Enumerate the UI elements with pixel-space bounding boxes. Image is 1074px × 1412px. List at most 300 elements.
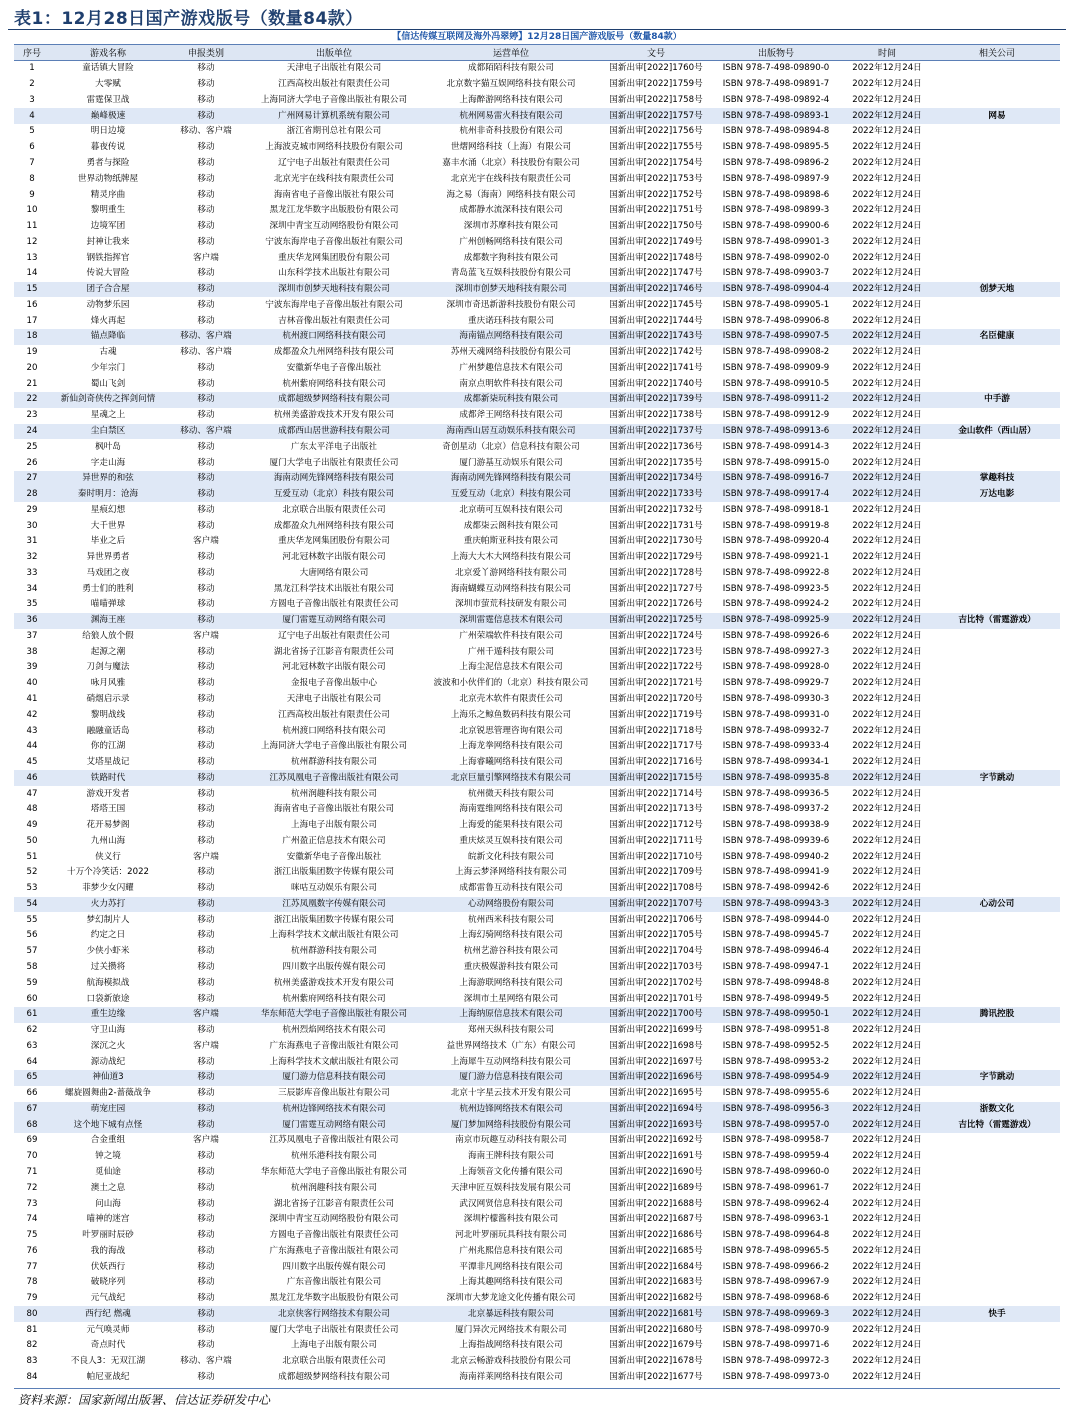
cell-index: 30 xyxy=(26,520,38,531)
col-header-game-name: 游戏名称 xyxy=(50,45,166,61)
cell-operator: 深圳柠檬酱科技有限公司 xyxy=(463,1214,559,1225)
cell-category: 移动 xyxy=(197,930,215,941)
cell-related-company xyxy=(934,1086,1060,1102)
cell-operator: 杭州边锋网络技术有限公司 xyxy=(422,1102,600,1118)
cell-approval-no: 国新出审[2022]1715号 xyxy=(600,770,712,786)
cell-related-company: 网易 xyxy=(934,108,1060,124)
cell-isbn: ISBN 978-7-498-09947-1 xyxy=(722,962,830,973)
table-row xyxy=(14,1133,1060,1149)
cell-publisher: 三辰影库音像出版社有限公司 xyxy=(278,1088,390,1099)
cell-operator: 深圳市苏摩科技有限公司 xyxy=(463,221,559,232)
cell-date: 2022年12月24日 xyxy=(852,236,922,247)
cell-operator: 上海纳原信息技术有限公司 xyxy=(422,1007,600,1023)
cell-approval-no: 国新出审[2022]1741号 xyxy=(609,362,703,373)
table-row xyxy=(14,108,1060,124)
cell-approval-no: 国新出审[2022]1723号 xyxy=(609,646,703,657)
cell-operator: 北京壳木软件有限责任公司 xyxy=(459,694,563,704)
cell-date: 2022年12月24日 xyxy=(852,378,922,389)
cell-approval-no: 国新出审[2022]1691号 xyxy=(609,1151,703,1162)
cell-index: 32 xyxy=(26,552,38,563)
cell-related-company xyxy=(934,739,1060,755)
cell-date: 2022年12月24日 xyxy=(852,883,922,894)
cell-approval-no: 国新出审[2022]1756号 xyxy=(609,126,703,137)
cell-operator: 成都陌陌科技有限公司 xyxy=(468,63,554,74)
cell-publisher: 四川数字出版传媒有限公司 xyxy=(282,1261,386,1272)
cell-game-name: 童话镇大冒险 xyxy=(82,63,134,74)
cell-game-name: 异世界勇者 xyxy=(86,552,130,563)
cell-isbn: ISBN 978-7-498-09926-6 xyxy=(722,630,830,641)
cell-category: 移动 xyxy=(197,1151,215,1162)
cell-publisher: 厦门雷霆互动网络有限公司 xyxy=(246,1117,422,1133)
cell-operator: 重庆诺珏科技有限公司 xyxy=(468,315,554,326)
cell-index: 72 xyxy=(26,1182,38,1193)
cell-approval-no: 国新出审[2022]1760号 xyxy=(609,63,703,74)
table-row xyxy=(14,597,1060,613)
cell-isbn: ISBN 978-7-498-09933-4 xyxy=(722,741,830,752)
cell-game-name: 菲梦少女闪耀 xyxy=(82,883,134,894)
table-row xyxy=(14,392,1060,408)
cell-category: 移动 xyxy=(197,820,215,831)
cell-index: 59 xyxy=(26,977,38,988)
cell-publisher: 宁波东海岸电子音像出版社有限公司 xyxy=(265,299,403,310)
cell-date: 2022年12月24日 xyxy=(852,1135,922,1146)
cell-index: 65 xyxy=(14,1070,50,1086)
cell-game-name: 枫叶岛 xyxy=(95,441,121,452)
cell-operator: 北京暴远科技有限公司 xyxy=(422,1306,600,1322)
cell-related-company: 创梦天地 xyxy=(934,282,1060,298)
cell-category: 移动 xyxy=(197,599,215,610)
cell-publisher: 湖北省扬子江影音有限责任公司 xyxy=(273,646,395,657)
cell-approval-no: 国新出审[2022]1748号 xyxy=(609,252,703,263)
cell-publisher: 辽宁电子出版社有限责任公司 xyxy=(278,630,390,641)
cell-game-name: 动物梦乐园 xyxy=(86,299,130,310)
cell-isbn: ISBN 978-7-498-09972-3 xyxy=(722,1356,830,1367)
cell-publisher: 大唐网络有限公司 xyxy=(299,567,369,578)
cell-approval-no: 国新出审[2022]1746号 xyxy=(600,282,712,298)
table-row xyxy=(14,455,1060,471)
cell-approval-no: 国新出审[2022]1737号 xyxy=(600,424,712,440)
cell-isbn: ISBN 978-7-498-09922-8 xyxy=(722,567,830,578)
cell-date: 2022年12月24日 xyxy=(852,1356,922,1367)
cell-category: 移动 xyxy=(197,457,215,468)
table-row xyxy=(14,266,1060,282)
table-row xyxy=(14,203,1060,219)
cell-index: 19 xyxy=(26,347,38,358)
source-note: 资料来源：国家新闻出版署、信达证券研发中心 xyxy=(18,1393,271,1407)
cell-approval-no: 国新出审[2022]1722号 xyxy=(609,662,703,673)
cell-game-name: 游戏开发者 xyxy=(86,788,130,799)
cell-game-name: 异世界的和弦 xyxy=(50,471,166,487)
cell-date: 2022年12月24日 xyxy=(852,804,922,815)
cell-date: 2022年12月24日 xyxy=(852,362,922,373)
cell-index: 81 xyxy=(26,1324,38,1335)
cell-index: 42 xyxy=(26,709,38,720)
cell-index: 67 xyxy=(14,1102,50,1118)
cell-game-name: 刀剑与魔法 xyxy=(86,662,130,673)
cell-operator: 成都柒云阁科技有限公司 xyxy=(463,520,559,531)
cell-isbn: ISBN 978-7-498-09944-0 xyxy=(722,914,830,925)
cell-approval-no: 国新出审[2022]1690号 xyxy=(609,1166,703,1177)
cell-game-name: 航海模拟战 xyxy=(86,977,130,988)
cell-isbn: ISBN 978-7-498-09892-4 xyxy=(722,94,830,105)
cell-publisher: 厦门游力信息科技有限公司 xyxy=(246,1070,422,1086)
cell-approval-no: 国新出审[2022]1689号 xyxy=(609,1182,703,1193)
cell-related-company xyxy=(934,171,1060,187)
cell-date: 2022年12月24日 xyxy=(852,914,922,925)
cell-related-company xyxy=(934,345,1060,361)
cell-game-name: 星痕幻想 xyxy=(90,504,126,515)
cell-isbn: ISBN 978-7-498-09901-3 xyxy=(722,236,830,247)
cell-game-name: 团子合合屋 xyxy=(50,282,166,298)
cell-date: 2022年12月24日 xyxy=(852,757,922,768)
cell-index: 80 xyxy=(14,1306,50,1322)
cell-approval-no: 国新出审[2022]1709号 xyxy=(609,867,703,878)
cell-isbn: ISBN 978-7-498-09950-1 xyxy=(712,1007,840,1023)
cell-index: 43 xyxy=(26,725,38,736)
cell-index: 70 xyxy=(26,1151,38,1162)
cell-related-company xyxy=(934,991,1060,1007)
cell-date: 2022年12月24日 xyxy=(852,741,922,752)
table-row xyxy=(14,1306,1060,1322)
cell-related-company xyxy=(934,61,1060,77)
cell-date: 2022年12月24日 xyxy=(852,504,922,515)
cell-date: 2022年12月24日 xyxy=(840,613,934,629)
table-row xyxy=(14,93,1060,109)
cell-isbn: ISBN 978-7-498-09960-0 xyxy=(722,1166,830,1177)
cell-publisher: 广东音像出版社有限公司 xyxy=(286,1277,382,1288)
cell-isbn: ISBN 978-7-498-09958-7 xyxy=(722,1135,830,1146)
cell-index: 64 xyxy=(26,1056,38,1067)
cell-isbn: ISBN 978-7-498-09896-2 xyxy=(722,157,830,168)
cell-operator: 深圳市土星网络有限公司 xyxy=(463,993,559,1004)
cell-date: 2022年12月24日 xyxy=(840,329,934,345)
cell-game-name: 西行纪 燃魂 xyxy=(50,1306,166,1322)
cell-index: 21 xyxy=(26,378,38,389)
table-row xyxy=(14,1007,1060,1023)
cell-operator: 嘉丰水涌（北京）科技股份有限公司 xyxy=(442,157,580,168)
cell-index: 33 xyxy=(26,567,38,578)
cell-isbn: ISBN 978-7-498-09903-7 xyxy=(722,268,830,279)
cell-index: 24 xyxy=(14,424,50,440)
cell-isbn: ISBN 978-7-498-09898-6 xyxy=(722,189,830,200)
cell-isbn: ISBN 978-7-498-09893-1 xyxy=(712,108,840,124)
cell-category: 移动 xyxy=(197,883,215,894)
cell-approval-no: 国新出审[2022]1712号 xyxy=(609,820,703,831)
cell-date: 2022年12月24日 xyxy=(852,94,922,105)
table-row xyxy=(14,534,1060,550)
cell-category: 移动 xyxy=(197,205,215,216)
cell-game-name: 蜀山飞剑 xyxy=(90,378,126,389)
table-row xyxy=(14,471,1060,487)
cell-index: 52 xyxy=(26,867,38,878)
cell-related-company xyxy=(934,1322,1060,1338)
cell-publisher: 浙江省期刊总社有限公司 xyxy=(286,126,382,137)
cell-approval-no: 国新出审[2022]1695号 xyxy=(609,1088,703,1099)
cell-category: 客户端 xyxy=(193,1040,219,1051)
cell-approval-no: 国新出审[2022]1706号 xyxy=(609,914,703,925)
table-row xyxy=(14,345,1060,361)
cell-category: 移动 xyxy=(197,583,215,594)
cell-date: 2022年12月24日 xyxy=(852,173,922,184)
cell-approval-no: 国新出审[2022]1718号 xyxy=(609,725,703,736)
cell-publisher: 宁波东海岸电子音像出版社有限公司 xyxy=(265,236,403,247)
cell-game-name: 铁路时代 xyxy=(50,770,166,786)
table-row xyxy=(14,834,1060,850)
cell-index: 13 xyxy=(26,252,38,263)
cell-publisher: 杭州润趣科技有限公司 xyxy=(291,788,377,799)
cell-category: 移动、客户端 xyxy=(166,329,246,345)
cell-related-company xyxy=(934,1149,1060,1165)
table-row xyxy=(14,1243,1060,1259)
cell-date: 2022年12月24日 xyxy=(852,1371,922,1382)
cell-publisher: 厦门大学电子出版社有限责任公司 xyxy=(269,1324,399,1335)
cell-date: 2022年12月24日 xyxy=(852,630,922,641)
table-row xyxy=(14,313,1060,329)
table-row xyxy=(14,1322,1060,1338)
cell-game-name: 深沉之火 xyxy=(90,1040,126,1051)
cell-date: 2022年12月24日 xyxy=(852,63,922,74)
cell-publisher: 天津电子出版社有限公司 xyxy=(286,694,382,704)
table-row xyxy=(14,1165,1060,1181)
cell-category: 移动 xyxy=(197,1245,215,1256)
cell-game-name: 九州山海 xyxy=(90,835,126,846)
cell-operator: 上海醉游网络科技有限公司 xyxy=(459,94,563,105)
cell-isbn: ISBN 978-7-498-09961-7 xyxy=(722,1182,830,1193)
cell-approval-no: 国新出审[2022]1747号 xyxy=(609,268,703,279)
cell-isbn: ISBN 978-7-498-09934-1 xyxy=(722,757,830,768)
cell-isbn: ISBN 978-7-498-09925-9 xyxy=(712,613,840,629)
table-row xyxy=(14,581,1060,597)
cell-approval-no: 国新出审[2022]1702号 xyxy=(609,977,703,988)
cell-game-name: 伏妖西行 xyxy=(90,1261,126,1272)
cell-date: 2022年12月24日 xyxy=(852,552,922,563)
table-row xyxy=(14,1054,1060,1070)
cell-related-company xyxy=(934,834,1060,850)
cell-approval-no: 国新出审[2022]1696号 xyxy=(600,1070,712,1086)
cell-operator: 上海其趣网络科技有限公司 xyxy=(459,1277,563,1288)
col-header-operator: 运营单位 xyxy=(422,45,600,61)
cell-approval-no: 国新出审[2022]1731号 xyxy=(609,520,703,531)
cell-date: 2022年12月24日 xyxy=(840,1117,934,1133)
col-header-date: 时间 xyxy=(840,45,934,61)
cell-approval-no: 国新出审[2022]1730号 xyxy=(609,536,703,547)
cell-date: 2022年12月24日 xyxy=(852,1182,922,1193)
cell-approval-no: 国新出审[2022]1728号 xyxy=(609,567,703,578)
cell-category: 移动 xyxy=(197,1056,215,1067)
cell-date: 2022年12月24日 xyxy=(852,457,922,468)
cell-game-name: 少年宗门 xyxy=(90,362,126,373)
cell-game-name: 烽火再起 xyxy=(90,315,126,326)
cell-related-company xyxy=(934,849,1060,865)
cell-index: 84 xyxy=(26,1371,38,1382)
cell-isbn: ISBN 978-7-498-09909-9 xyxy=(722,362,830,373)
cell-category: 移动 xyxy=(197,1293,215,1304)
cell-publisher: 山东科学技术出版社有限公司 xyxy=(278,268,390,279)
table-row xyxy=(14,786,1060,802)
cell-isbn: ISBN 978-7-498-09939-6 xyxy=(722,835,830,846)
cell-approval-no: 国新出审[2022]1749号 xyxy=(609,236,703,247)
cell-operator: 广州梦趣信息技术有限公司 xyxy=(459,362,563,373)
cell-game-name: 合金重组 xyxy=(90,1135,126,1146)
table-row xyxy=(14,282,1060,298)
cell-approval-no: 国新出审[2022]1752号 xyxy=(609,189,703,200)
cell-related-company xyxy=(934,1180,1060,1196)
cell-related-company xyxy=(934,676,1060,692)
cell-operator: 成都新柒玩科技有限公司 xyxy=(422,392,600,408)
cell-index: 22 xyxy=(14,392,50,408)
cell-operator: 青岛蓝飞互娱科技股份有限公司 xyxy=(450,268,572,279)
cell-related-company xyxy=(934,1023,1060,1039)
cell-index: 5 xyxy=(29,126,35,137)
cell-date: 2022年12月24日 xyxy=(840,108,934,124)
cell-game-name: 明日边境 xyxy=(90,126,126,137)
table-row xyxy=(14,897,1060,913)
cell-game-name: 火力苏打 xyxy=(50,897,166,913)
table-row xyxy=(14,424,1060,440)
cell-operator: 杭州西米科技有限公司 xyxy=(468,914,554,925)
table-row xyxy=(14,408,1060,424)
cell-date: 2022年12月24日 xyxy=(852,1340,922,1351)
cell-operator: 海南西山居互动娱乐科技有限公司 xyxy=(422,424,600,440)
cell-operator: 南京点明软件科技有限公司 xyxy=(459,378,563,389)
cell-date: 2022年12月24日 xyxy=(852,299,922,310)
cell-index: 36 xyxy=(14,613,50,629)
table-row xyxy=(14,975,1060,991)
cell-date: 2022年12月24日 xyxy=(852,662,922,673)
cell-index: 38 xyxy=(26,646,38,657)
cell-category: 客户端 xyxy=(166,1007,246,1023)
cell-operator: 海南霆维网络科技有限公司 xyxy=(459,804,563,815)
cell-date: 2022年12月24日 xyxy=(840,1070,934,1086)
cell-operator: 互爱互动（北京）科技有限公司 xyxy=(422,487,600,503)
cell-index: 73 xyxy=(26,1198,38,1209)
cell-category: 移动 xyxy=(197,962,215,973)
cell-date: 2022年12月24日 xyxy=(852,1293,922,1304)
cell-operator: 厦门异次元网络技术有限公司 xyxy=(455,1324,567,1335)
cell-approval-no: 国新出审[2022]1680号 xyxy=(609,1324,703,1335)
cell-category: 移动 xyxy=(197,993,215,1004)
cell-related-company xyxy=(934,250,1060,266)
cell-isbn: ISBN 978-7-498-09912-9 xyxy=(722,410,830,421)
table-row xyxy=(14,566,1060,582)
cell-publisher: 广州网易计算机系统有限公司 xyxy=(246,108,422,124)
cell-publisher: 天津电子出版社有限公司 xyxy=(286,63,382,74)
cell-isbn: ISBN 978-7-498-09946-4 xyxy=(722,946,830,957)
cell-publisher: 深圳市创梦天地科技有限公司 xyxy=(246,282,422,298)
cell-isbn: ISBN 978-7-498-09899-3 xyxy=(722,205,830,216)
cell-isbn: ISBN 978-7-498-09965-5 xyxy=(722,1245,830,1256)
cell-isbn: ISBN 978-7-498-09914-3 xyxy=(722,441,830,452)
cell-isbn: ISBN 978-7-498-09959-4 xyxy=(722,1151,830,1162)
cell-isbn: ISBN 978-7-498-09906-8 xyxy=(722,315,830,326)
cell-related-company xyxy=(934,550,1060,566)
cell-publisher: 浙江出版集团数字传媒有限公司 xyxy=(273,914,395,925)
cell-related-company xyxy=(934,644,1060,660)
cell-game-name: 起源之潮 xyxy=(90,646,126,657)
cell-game-name: 少侠小虾米 xyxy=(86,946,130,957)
cell-index: 10 xyxy=(26,205,38,216)
cell-category: 移动 xyxy=(197,867,215,878)
cell-related-company xyxy=(934,1212,1060,1228)
cell-category: 移动 xyxy=(197,1371,215,1382)
table-row xyxy=(14,518,1060,534)
cell-index: 78 xyxy=(26,1277,38,1288)
cell-category: 移动 xyxy=(197,977,215,988)
cell-publisher: 北京联合出版有限责任公司 xyxy=(282,504,386,515)
cell-operator: 杭州艺游谷科技有限公司 xyxy=(463,946,559,957)
cell-game-name: 钢铁指挥官 xyxy=(86,252,130,263)
cell-isbn: ISBN 978-7-498-09942-6 xyxy=(722,883,830,894)
cell-category: 移动 xyxy=(166,108,246,124)
cell-date: 2022年12月24日 xyxy=(852,268,922,279)
cell-category: 移动 xyxy=(166,897,246,913)
cell-isbn: ISBN 978-7-498-09904-4 xyxy=(712,282,840,298)
cell-operator: 重庆炫灵互娱科技有限公司 xyxy=(459,835,563,846)
table-row xyxy=(14,1117,1060,1133)
cell-approval-no: 国新出审[2022]1759号 xyxy=(609,79,703,90)
cell-date: 2022年12月24日 xyxy=(852,678,922,689)
cell-publisher: 江苏凤凰电子音像出版社有限公司 xyxy=(246,770,422,786)
table-row xyxy=(14,439,1060,455)
cell-index: 25 xyxy=(26,441,38,452)
table-row xyxy=(14,723,1060,739)
cell-related-company xyxy=(934,660,1060,676)
cell-related-company xyxy=(934,140,1060,156)
cell-index: 55 xyxy=(26,914,38,925)
cell-index: 66 xyxy=(26,1088,38,1099)
cell-category: 移动 xyxy=(197,1166,215,1177)
cell-index: 11 xyxy=(26,221,38,232)
cell-approval-no: 国新出审[2022]1688号 xyxy=(609,1198,703,1209)
cell-date: 2022年12月24日 xyxy=(852,1277,922,1288)
cell-operator: 广州兆熙信息科技有限公司 xyxy=(459,1245,563,1256)
cell-game-name: 萌宠庄园 xyxy=(50,1102,166,1118)
cell-game-name: 源动战纪 xyxy=(90,1056,126,1067)
table-row xyxy=(14,1180,1060,1196)
cell-category: 移动 xyxy=(197,1340,215,1351)
cell-publisher: 厦门大学电子出版社有限责任公司 xyxy=(269,457,399,468)
cell-isbn: ISBN 978-7-498-09900-6 xyxy=(722,221,830,232)
cell-category: 移动 xyxy=(197,410,215,421)
cell-related-company xyxy=(934,944,1060,960)
cell-approval-no: 国新出审[2022]1683号 xyxy=(609,1277,703,1288)
table-row xyxy=(14,171,1060,187)
cell-operator: 北京云畅游戏科技股份有限公司 xyxy=(450,1356,572,1367)
cell-category: 移动 xyxy=(197,662,215,673)
table-row xyxy=(14,865,1060,881)
cell-publisher: 上海同济大学电子音像出版社有限公司 xyxy=(260,741,408,752)
table-row xyxy=(14,849,1060,865)
cell-publisher: 深圳中青宝互动网络股份有限公司 xyxy=(269,1214,399,1225)
cell-related-company xyxy=(934,1038,1060,1054)
cell-isbn: ISBN 978-7-498-09919-8 xyxy=(722,520,830,531)
cell-game-name: 古魂 xyxy=(99,347,117,358)
cell-approval-no: 国新出审[2022]1717号 xyxy=(609,741,703,752)
table-row xyxy=(14,755,1060,771)
cell-publisher: 杭州美盛游戏技术开发有限公司 xyxy=(273,977,395,988)
cell-publisher: 上海科学技术文献出版社有限公司 xyxy=(269,930,399,941)
cell-category: 移动 xyxy=(166,613,246,629)
cell-operator: 成都数字狗科技有限公司 xyxy=(463,252,559,263)
cell-game-name: 守卫山海 xyxy=(90,1025,126,1036)
cell-game-name: 觅仙途 xyxy=(95,1166,121,1177)
cell-category: 移动 xyxy=(166,1117,246,1133)
cell-related-company xyxy=(934,234,1060,250)
cell-publisher: 方圆电子音像出版社有限责任公司 xyxy=(269,599,399,610)
table-row xyxy=(14,361,1060,377)
table-row xyxy=(14,1196,1060,1212)
cell-category: 移动 xyxy=(197,1261,215,1272)
